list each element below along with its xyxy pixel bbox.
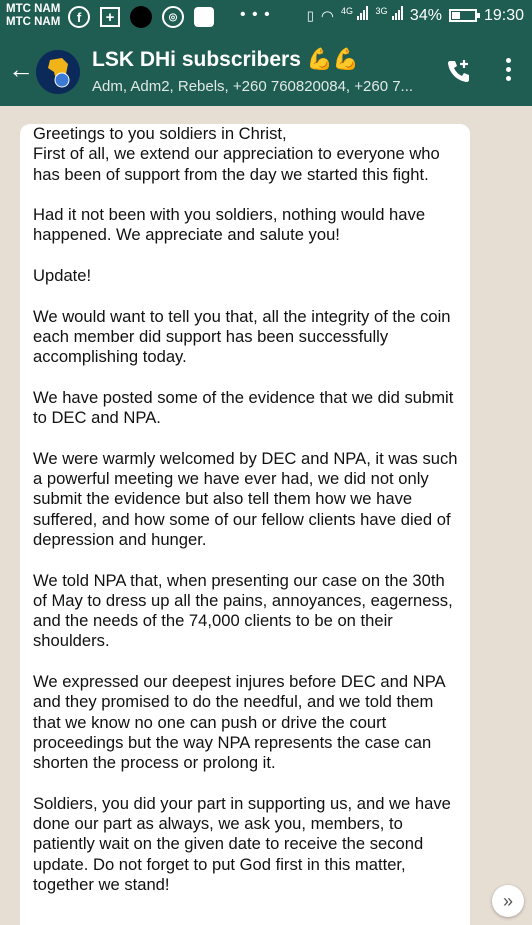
carrier-1: MTC NAM [6, 3, 61, 15]
signal-4g-icon: 4G [341, 6, 368, 25]
clock: 19:30 [483, 6, 524, 24]
message-paragraph: We have posted some of the evidence that we did submit to DEC and NPA. [33, 387, 454, 428]
chat-title[interactable]: LSK DHi subscribers 💪💪 [92, 48, 360, 71]
system-indicators [307, 6, 524, 25]
carrier-2: MTC NAM [6, 16, 61, 28]
group-avatar[interactable] [36, 50, 80, 94]
more-notifications-icon: • • • [240, 6, 271, 23]
message-paragraph: Soldiers, you did your part in supporting us, and we have done our part as always, we ask you, members, to patiently wait on the given date to receive the second update. Do not forget to put God first in this matter, together we stand! [33, 793, 451, 894]
vibrate-icon: ▯ [306, 7, 314, 23]
message-paragraph: We expressed our deepest injures before DEC and NPA and they promised to do the needful, and we told them that we know no one can push or drive the court proceedings but the way NPA represents the case can shorten the process or prolong it. [33, 672, 445, 773]
chat-area[interactable] [0, 106, 532, 925]
status-bar [0, 0, 532, 36]
wifi-icon: ◠ [320, 7, 334, 25]
notification-icons [68, 6, 214, 28]
more-options-icon[interactable] [506, 58, 512, 85]
message-paragraph: Greetings to you soldiers in Christ, First of all, we extend our appreciation to everyone who has been of support from the day we started this fight. [33, 124, 440, 184]
add-call-icon[interactable] [446, 58, 472, 89]
black-dot-icon [130, 6, 152, 28]
white-square-icon [194, 7, 214, 27]
signal-3g-icon: 3G [375, 6, 402, 25]
facebook-icon: f [68, 6, 90, 28]
battery-percent: 34% [409, 6, 442, 24]
message-paragraph: We told NPA that, when presenting our case on the 30th of May to dress up all the pains, annoyances, eagerness, and the needs of the 74,000 clients to be on their shoulders. [33, 570, 453, 651]
message-paragraph: We would want to tell you that, all the integrity of the coin each member did support has been successfully accomplishing today. [33, 306, 451, 367]
message-bubble[interactable] [20, 124, 470, 925]
camera-icon: ◎ [162, 6, 184, 28]
scroll-down-button[interactable]: » [492, 885, 524, 917]
battery-icon [449, 9, 477, 22]
message-paragraph: Had it not been with you soldiers, nothing would have happened. We appreciate and salute you! [33, 205, 426, 245]
chat-header[interactable] [0, 36, 532, 106]
message-paragraph: Update! [33, 266, 92, 286]
carrier-labels [6, 3, 60, 29]
plus-icon: + [100, 7, 120, 27]
back-arrow-icon[interactable]: ← [8, 54, 34, 84]
chat-participants[interactable]: Adm, Adm2, Rebels, +260 760820084, +260 7... [92, 78, 414, 95]
message-paragraph: We were warmly welcomed by DEC and NPA, it was such a powerful meeting we have ever had, we did not only submit the evidence but also tell them how we have suffered, and how some of our fellow clients have died of depression and hunger. [33, 448, 458, 549]
